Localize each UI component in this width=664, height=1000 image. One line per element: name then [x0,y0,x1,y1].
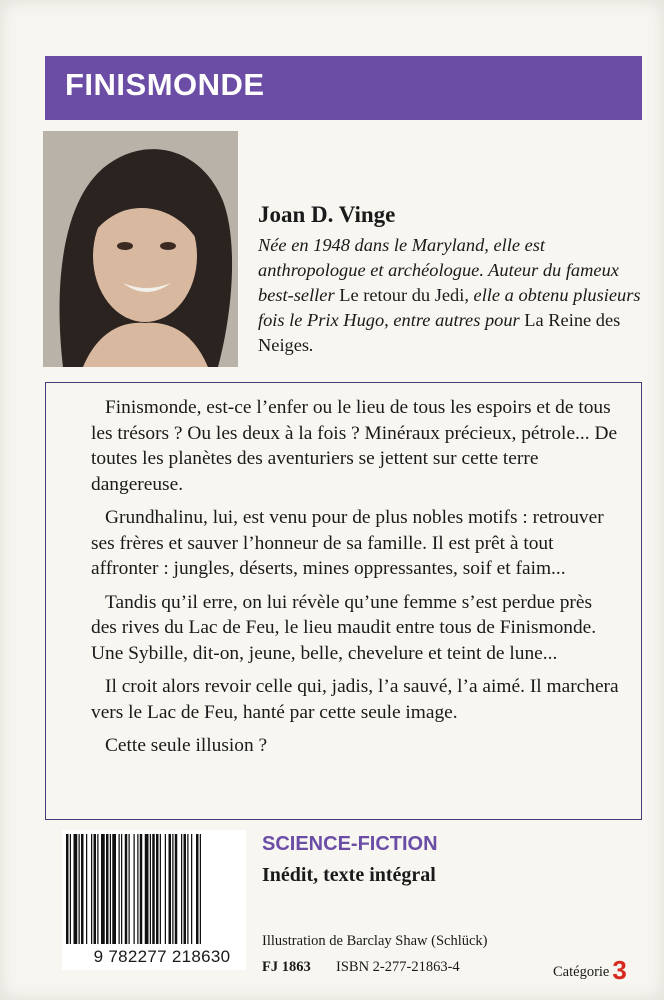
barcode-bar [165,834,166,944]
barcode-bar [152,834,155,944]
author-portrait-image [43,131,238,367]
barcode-bar [74,834,78,944]
bio-book-2: La Reine des Neiges [258,310,621,355]
barcode-bar [94,834,97,944]
barcode-bar [150,834,151,944]
author-name: Joan D. Vinge [258,202,396,227]
barcode-bar [187,834,188,944]
barcode-bar [172,834,173,944]
isbn-number: ISBN 2-277-21863-4 [336,959,460,975]
fj-number: FJ 1863 [262,959,311,975]
barcode-bar [79,834,80,944]
barcode-bar [160,834,161,944]
author-bio [258,233,648,358]
barcode-bar [81,834,84,944]
author-block [258,200,648,358]
barcode-bar [101,834,105,944]
category [553,955,627,986]
barcode-bar [91,834,92,944]
author-photo [43,131,238,367]
bio-part-1: Née en 1948 dans le Maryland, elle est anthropologue et archéologue. Auteur du fameux best-seller [258,235,619,305]
barcode-bar [175,834,178,944]
barcode-bar [169,834,172,944]
book-title: FINISMONDE [65,67,265,102]
barcode-bar [125,834,128,944]
barcode-bar [66,834,69,944]
bio-part-2: , elle a obtenu plusieurs fois le Prix Hugo, entre autres pour [258,285,641,330]
synopsis-box [45,382,642,820]
synopsis-paragraph: Grundhalinu, lui, est venu pour de plus nobles motifs : retrouver ses frères et sauver l’honneur de sa famille. Il est prêt à tout affronter : jungles, déserts, mines oppressantes, soif et faim... [91,507,604,579]
barcode-bar [137,834,138,944]
bio-book-1: Le retour du Jedi [339,285,465,305]
barcode-bar [191,834,192,944]
edition-label: Inédit, texte intégral [262,864,436,886]
barcode-bar [119,834,120,944]
barcode-bar [70,834,71,944]
bio-part-3: . [309,335,314,355]
barcode-bar [110,834,111,944]
barcode-bar [156,834,159,944]
synopsis-paragraph: Cette seule illusion ? [105,735,268,756]
category-label: Catégorie [553,964,610,980]
barcode-bar [121,834,122,944]
category-number: 3 [612,955,627,985]
genre-label: SCIENCE-FICTION [262,833,438,855]
barcode-bar [134,834,135,944]
barcode-bar [200,834,201,944]
barcode [62,830,246,970]
illustration-credit: Illustration de Barclay Shaw (Schlück) [262,933,488,949]
barcode-bar [129,834,130,944]
barcode-bar [97,834,98,944]
barcode-bar [196,834,199,944]
barcode-bar [184,834,187,944]
barcode-bar [181,834,182,944]
title-banner [45,56,642,120]
barcode-bars [62,830,246,946]
synopsis-paragraph: Il croit alors revoir celle qui, jadis, l’a sauvé, l’a aimé. Il marchera vers le Lac de Feu, hanté par cette seule image. [91,676,619,723]
barcode-digits: 9 782277 218630 [93,947,231,966]
barcode-bar [112,834,116,944]
barcode-bar [145,834,149,944]
barcode-bar [86,834,87,944]
synopsis-paragraph: Tandis qu’il erre, on lui révèle qu’une femme s’est perdue près des rives du Lac de Feu, le lieu maudit entre tous de Finismonde. Une Sybille, dit-on, jeune, belle, chevelure et teint de lune... [91,591,597,664]
barcode-bar [106,834,109,944]
barcode-bar [140,834,143,944]
synopsis-paragraph: Finismonde, est-ce l’enfer ou le lieu de tous les espoirs et de tous les trésors ? Ou les deux à la fois ? Minéraux précieux, pétrole... De toutes les planètes des aventuriers se jettent sur cette terre dangereuse. [91,397,618,495]
